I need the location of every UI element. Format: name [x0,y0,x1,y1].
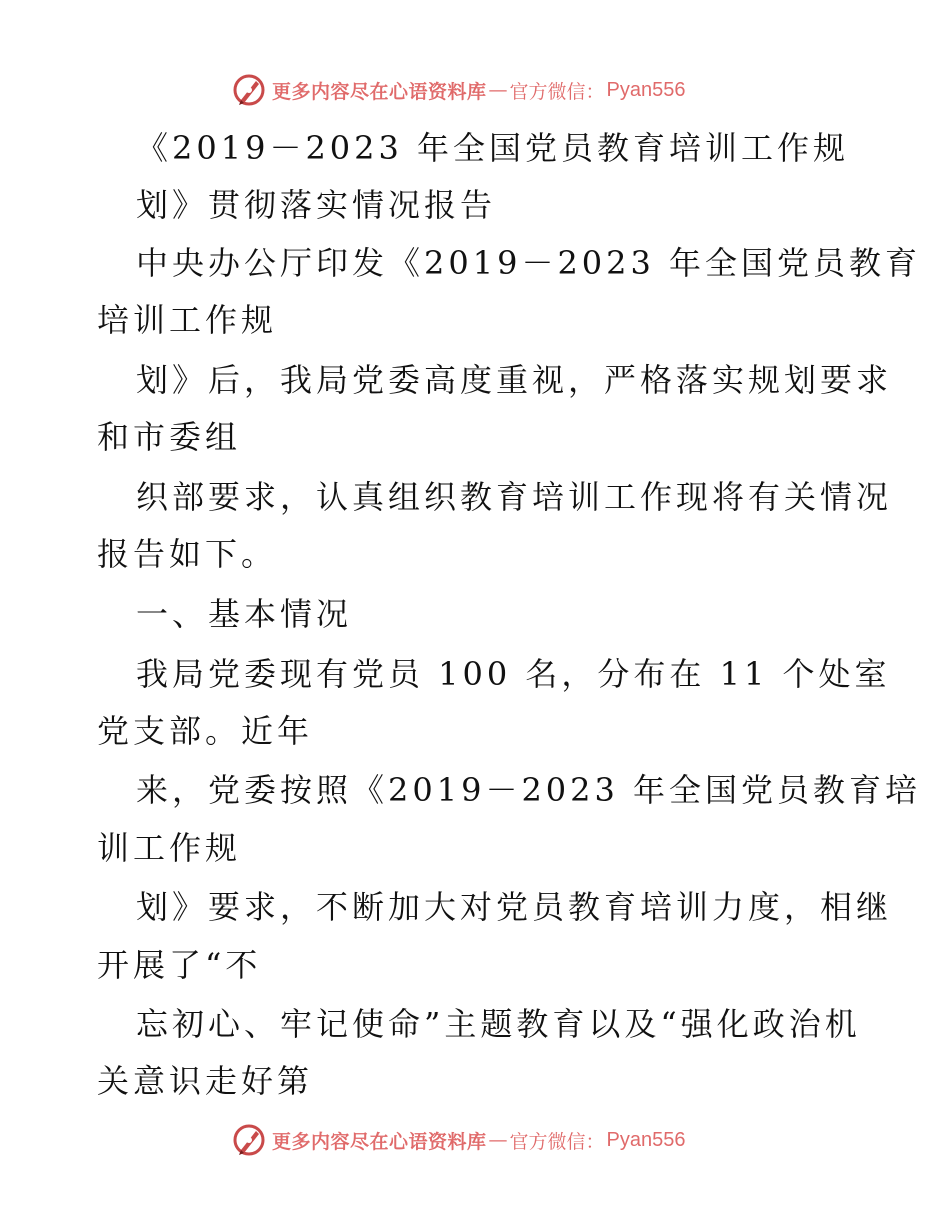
doc-line: 开展了“不 [97,946,262,984]
doc-line: 划》后，我局党委高度重视，严格落实规划要求 [136,361,893,399]
doc-line: 中央办公厅印发《2019－2023 年全国党员教育 [136,244,922,282]
header-separator: — [488,79,508,101]
header-site-text: 更多内容尽在心语资料库 [272,80,487,103]
header-watermark [232,72,732,108]
footer-wechat-label: 官方微信： [509,1130,605,1153]
doc-line: 关意识走好第 [97,1062,314,1100]
doc-line: 培训工作规 [97,301,278,339]
footer-wechat-id: Pyan556 [606,1128,686,1151]
doc-line: 织部要求，认真组织教育培训工作现将有关情况 [136,478,893,516]
footer-site-text: 更多内容尽在心语资料库 [272,1130,487,1153]
header-wechat-id: Pyan556 [606,78,686,101]
doc-line: 来，党委按照《2019－2023 年全国党员教育培 [136,771,922,809]
doc-line: 报告如下。 [97,535,278,573]
header-wechat-label: 官方微信： [509,80,605,103]
pen-logo-icon [232,73,266,107]
section-heading: 一、基本情况 [136,595,353,633]
doc-line: 划》贯彻落实情况报告 [136,186,497,224]
doc-line: 训工作规 [97,829,242,867]
pen-logo-icon [232,1123,266,1157]
doc-line: 《2019－2023 年全国党员教育培训工作规 [136,129,850,167]
doc-line: 党支部。近年 [97,712,314,750]
footer-separator: — [488,1129,508,1151]
footer-watermark [232,1122,732,1158]
doc-line: 划》要求，不断加大对党员教育培训力度，相继 [136,888,893,926]
doc-line: 忘初心、牢记使命”主题教育以及“强化政治机 [136,1005,861,1043]
doc-line: 我局党委现有党员 100 名，分布在 11 个处室 [136,655,891,693]
doc-line: 和市委组 [97,418,242,456]
